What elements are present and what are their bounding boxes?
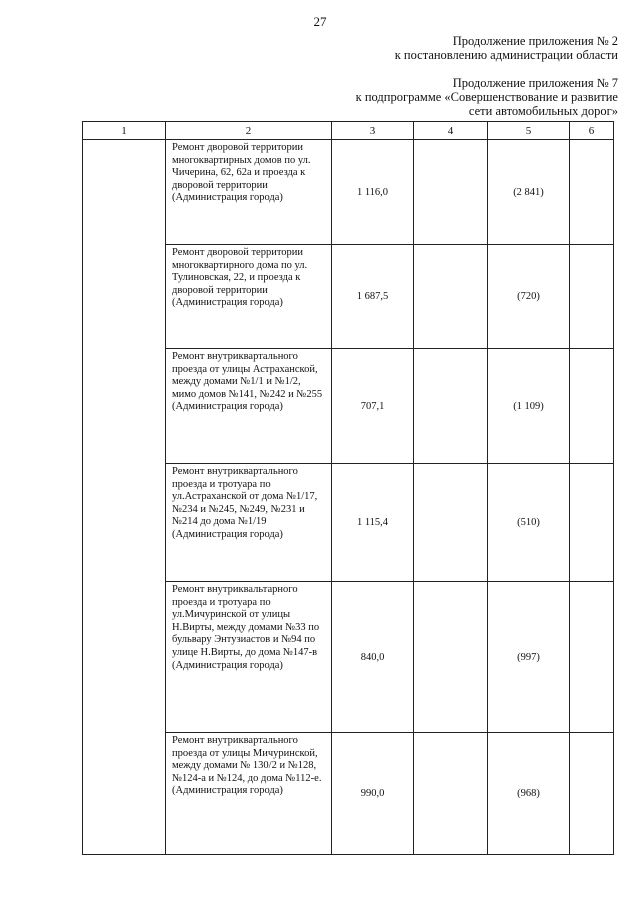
column-header: 3 bbox=[332, 122, 414, 140]
table-row bbox=[83, 140, 614, 245]
column-6-value bbox=[570, 245, 614, 349]
column-4-value bbox=[414, 733, 488, 855]
work-description: Ремонт дворовой территории многоквартирных домов по ул. Чичерина, 62, 62а и проезда к дворовой территории (Администрация города) bbox=[166, 140, 332, 245]
work-description: Ремонт внутриквартального проезда от улицы Мичуринской, между домами № 130/2 и №128, №124-а и №124, до дома №112-е. (Администрация города) bbox=[166, 733, 332, 855]
appendix-header-7-line1: Продолжение приложения № 7 bbox=[452, 76, 618, 90]
column-6-value bbox=[570, 582, 614, 733]
amount-value: 990,0 bbox=[332, 733, 414, 855]
column-5-value: (2 841) bbox=[488, 140, 570, 245]
column-5-value: (720) bbox=[488, 245, 570, 349]
program-table bbox=[82, 121, 614, 855]
column-header: 6 bbox=[570, 122, 614, 140]
column-6-value bbox=[570, 733, 614, 855]
column-5-value: (997) bbox=[488, 582, 570, 733]
appendix-header-2 bbox=[395, 34, 618, 62]
column-4-value bbox=[414, 582, 488, 733]
merged-column-1-cell bbox=[83, 140, 166, 855]
column-5-value: (1 109) bbox=[488, 349, 570, 464]
amount-value: 840,0 bbox=[332, 582, 414, 733]
column-5-value: (510) bbox=[488, 464, 570, 582]
column-header: 5 bbox=[488, 122, 570, 140]
amount-value: 1 687,5 bbox=[332, 245, 414, 349]
column-header: 2 bbox=[166, 122, 332, 140]
appendix-header-7-line3: сети автомобильных дорог» bbox=[468, 104, 618, 118]
appendix-header-7-line2: к подпрограмме «Совершенствование и развитие bbox=[355, 90, 618, 104]
appendix-header-2-line1: Продолжение приложения № 2 bbox=[452, 34, 618, 48]
column-4-value bbox=[414, 464, 488, 582]
amount-value: 1 115,4 bbox=[332, 464, 414, 582]
column-header: 4 bbox=[414, 122, 488, 140]
column-6-value bbox=[570, 349, 614, 464]
table-header-row bbox=[83, 122, 614, 140]
work-description: Ремонт внутриквартального проезда и тротуара по ул.Астраханской от дома №1/17, №234 и №245, №249, №231 и №214 до дома №1/19 (Администрация города) bbox=[166, 464, 332, 582]
column-header: 1 bbox=[83, 122, 166, 140]
amount-value: 1 116,0 bbox=[332, 140, 414, 245]
work-description: Ремонт дворовой территории многоквартирного дома по ул. Тулиновская, 22, и проезда к дворовой территории (Администрация города) bbox=[166, 245, 332, 349]
column-4-value bbox=[414, 349, 488, 464]
appendix-header-7 bbox=[356, 76, 618, 118]
column-4-value bbox=[414, 245, 488, 349]
work-description: Ремонт внутриквальтарного проезда и тротуара по ул.Мичуринской от улицы Н.Вирты, между домами №33 по бульвару Энтузиастов и №94 по улице Н.Вирты, до дома №147-в (Администрация города) bbox=[166, 582, 332, 733]
appendix-header-2-line2: к постановлению администрации области bbox=[394, 48, 618, 62]
column-6-value bbox=[570, 464, 614, 582]
column-4-value bbox=[414, 140, 488, 245]
work-description: Ремонт внутриквартального проезда от улицы Астраханской, между домами №1/1 и №1/2, мимо домов №141, №242 и №255 (Администрация города) bbox=[166, 349, 332, 464]
column-5-value: (968) bbox=[488, 733, 570, 855]
page-number: 27 bbox=[313, 14, 327, 29]
column-6-value bbox=[570, 140, 614, 245]
amount-value: 707,1 bbox=[332, 349, 414, 464]
